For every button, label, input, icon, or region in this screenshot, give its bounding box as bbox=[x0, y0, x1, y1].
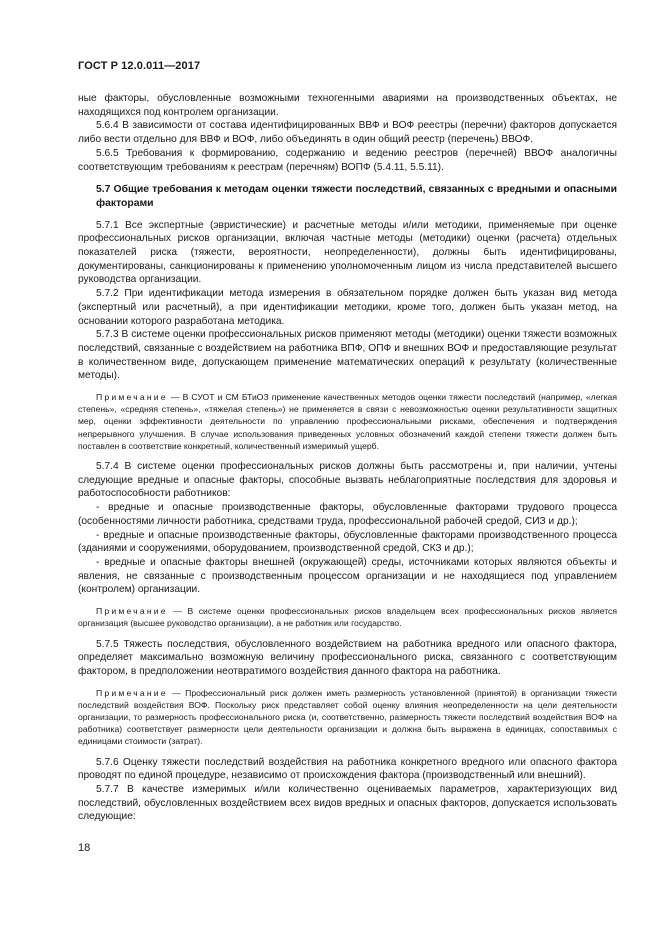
note-1 bbox=[78, 391, 617, 452]
paragraph-5-7-4: 5.7.4 В системе оценки профессиональных рисков должны быть рассмотрены и, при наличии, учтены следующие вредные и опасные факторы, способные вызвать неблагоприятные последствия для здоровья и работоспособности работников: bbox=[78, 461, 617, 500]
paragraph-5-7-7: 5.7.7 В качестве измеримых и/или количественно оцениваемых параметров, характеризующих вид последствий, обусловленных воздействием всех видов вредных и опасных факторов, допускается использовать следующие: bbox=[78, 784, 617, 823]
list-item: - вредные и опасные факторы внешней (окружающей) среды, источниками которых являются объекты и явления, не связанные с производственным процессом организации и не находящиеся под управлением (контролем) организации. bbox=[78, 557, 617, 596]
note-label: Примечание bbox=[96, 392, 168, 403]
section-title-5-7: 5.7 Общие требования к методам оценки тяжести последствий, связанных с вредными и опасными факторами bbox=[96, 184, 617, 209]
paragraph-5-7-5: 5.7.5 Тяжесть последствия, обусловленного воздействием на работника вредного или опасного фактора, определяет максимально возможную величину профессионального риска, связанного с соответствующим фактором, в предположении неотвратимого воздействия данного фактора на работника. bbox=[78, 638, 617, 677]
page-number: 18 bbox=[78, 842, 91, 854]
list-item: - вредные и опасные производственные факторы, обусловленные факторами трудового процесса (особенностями личности работника, средствами труда, профессиональной рабочей средой, СИЗ и др.); bbox=[78, 502, 617, 527]
paragraph-5-7-6: 5.7.6 Оценку тяжести последствий воздействия на работника конкретного вредного или опасного фактора проводят по единой процедуре, независимо от происхождения фактора (производственный или внешний). bbox=[78, 756, 617, 782]
note-text: — В СУОТ и СМ БТиОЗ применение качественных методов оценки тяжести последствий (например, «легкая степень», «средняя степень», «тяжелая степень») не применяется в связи с невозможностью оценки результативности защитных мер, оценки эффективности деятельности по управлению профессиональными рисками, обеспечения и подтверждения непрерывного улучшения. В случае использования приведенных условных обозначений каждой степени тяжести должен быть поставлен в соответствие конкретный, количественный измеримый ущерб. bbox=[78, 392, 617, 451]
paragraph-5-7-2: 5.7.2 При идентификации метода измерения в обязательном порядке должен быть указан вид метода (экспертный или расчетный), а при идентификации методики, кроме того, должен быть указан метод, на основании которого разработана методика. bbox=[78, 288, 617, 327]
note-text: — Профессиональный риск должен иметь размерность установленной (принятой) в организации тяжести последствий воздействия ВОФ. Поскольку риск представляет собой оценку влияния неопределенности на цели деятельности организации, то размерность профессионального риска (и, соответственно, размерность тяжести последствий воздействия ВОФ на работника) соответствует размерности цели деятельности организации и должна быть выражена в единицах, сопоставимых с единицами стоимости (затрат). bbox=[78, 687, 617, 747]
note-2 bbox=[78, 605, 617, 629]
document-body bbox=[78, 92, 617, 824]
note-3 bbox=[78, 687, 617, 748]
paragraph-5-7-3: 5.7.3 В системе оценки профессиональных рисков применяют методы (методики) оценки тяжести возможных последствий, связанные с воздействием на работника ВПФ, ОПФ и внешних ВОФ и предоставляющие результат в количественном виде, допускающем применение математических операций к результату (количественные методы). bbox=[78, 329, 617, 382]
paragraph-5-6-4: 5.6.4 В зависимости от состава идентифицированных ВВФ и ВОФ реестры (перечни) факторов допускается либо вести отдельно для ВВФ и ВОФ, либо объединять в один общий реестр (перечень) ВВОФ. bbox=[78, 120, 617, 146]
paragraph-5-7-1: 5.7.1 Все экспертные (эвристические) и расчетные методы и/или методики, применяемые при оценке профессиональных рисков организации, включая частные методы (методики) оценки (расчета) отдельных показателей риска (тяжести, вероятности, неопределенности), должны быть идентифицированы, документированы, санкционированы к применению уполномоченным лицом из числа представителей высшего руководства организации. bbox=[78, 219, 617, 286]
note-text: — В системе оценки профессиональных рисков владельцем всех профессиональных рисков является организация (высшее руководство организации), а не работник или государство. bbox=[78, 606, 617, 629]
note-label: Примечание bbox=[96, 606, 168, 617]
document-header: ГОСТ Р 12.0.011—2017 bbox=[78, 60, 201, 72]
paragraph-5-6-5: 5.6.5 Требования к формированию, содержанию и ведению реестров (перечней) ВВОФ аналогичны соответствующим требованиям к реестрам (перечням) ВОПФ (5.4.11, 5.5.11). bbox=[78, 147, 617, 173]
list-item: - вредные и опасные производственные факторы, обусловленные факторами производственного процесса (зданиями и сооружениями, оборудованием, производственной средой, СКЗ и др.); bbox=[78, 529, 617, 555]
paragraph: ные факторы, обусловленные возможными техногенными авариями на производственных объектах, не находящихся под контролем организации. bbox=[78, 93, 617, 118]
note-label: Примечание bbox=[96, 687, 168, 698]
